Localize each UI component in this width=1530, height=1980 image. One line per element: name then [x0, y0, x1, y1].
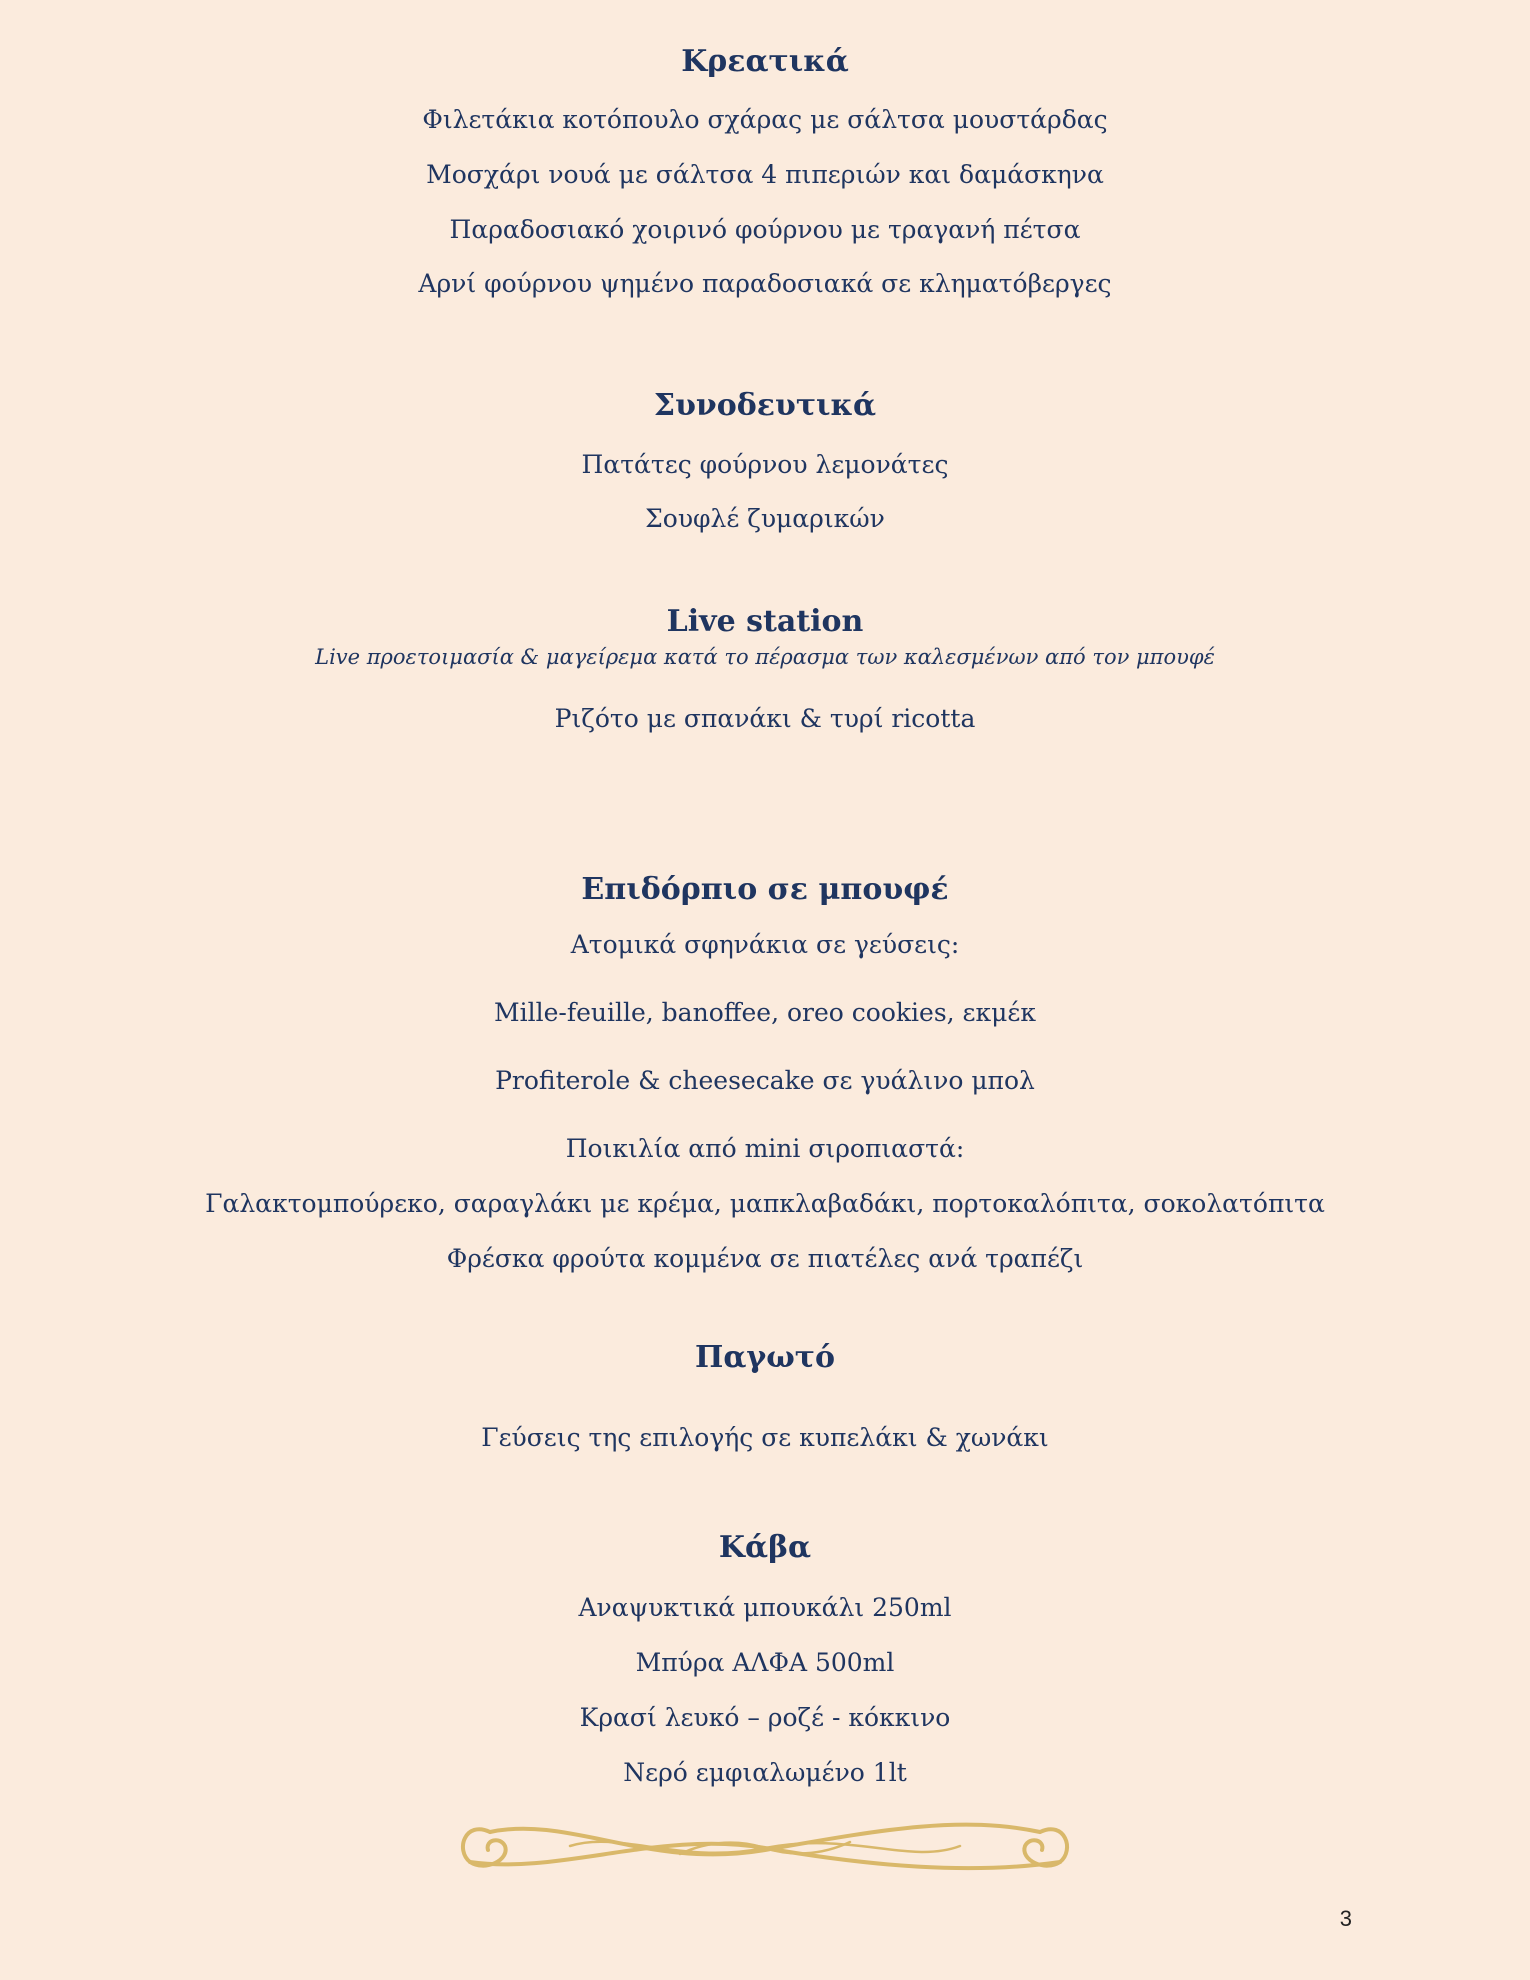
- menu-item: Αρνί φούρνου ψημένο παραδοσιακά σε κληματόβεργες: [418, 269, 1112, 298]
- page-number: 3: [1339, 1906, 1352, 1931]
- menu-item: Νερό εμφιαλωμένο 1lt: [623, 1758, 907, 1787]
- menu-item: Κρασί λευκό – ροζέ - κόκκινο: [579, 1703, 951, 1732]
- menu-item: Παραδοσιακό χοιρινό φούρνου με τραγανή πέτσα: [449, 215, 1081, 244]
- menu-item: Ποικιλία από mini σιροπιαστά:: [565, 1134, 965, 1163]
- menu-item: Γαλακτομπούρεκο, σαραγλάκι με κρέμα, μαπκλαβαδάκι, πορτοκαλόπιτα, σοκολατόπιτα: [205, 1189, 1325, 1218]
- menu-item: Μοσχάρι νουά με σάλτσα 4 πιπεριών και δαμάσκηνα: [426, 160, 1104, 189]
- section-title-drinks: Κάβα: [718, 1530, 812, 1565]
- menu-item: Γεύσεις της επιλογής σε κυπελάκι & χωνάκι: [481, 1423, 1049, 1452]
- menu-item: Profiterole & cheesecake σε γυάλινο μπολ: [495, 1066, 1035, 1095]
- section-title-meats: Κρεατικά: [681, 44, 849, 79]
- menu-item: Πατάτες φούρνου λεμονάτες: [581, 450, 949, 479]
- menu-item: Αναψυκτικά μπουκάλι 250ml: [578, 1593, 952, 1622]
- menu-item: Ριζότο με σπανάκι & τυρί ricotta: [554, 704, 976, 733]
- menu-item: Φιλετάκια κοτόπουλο σχάρας με σάλτσα μουστάρδας: [422, 105, 1108, 134]
- menu-item: Ατομικά σφηνάκια σε γεύσεις:: [570, 930, 960, 959]
- menu-item: Σουφλέ ζυμαρικών: [645, 504, 885, 533]
- section-title-ice-cream: Παγωτό: [695, 1340, 835, 1375]
- menu-item: Mille-feuille, banoffee, oreo cookies, εκμέκ: [494, 998, 1036, 1027]
- live-station-note: Live προετοιμασία & μαγείρεμα κατά το πέρασμα των καλεσμένων από τον μπουφέ: [315, 645, 1215, 669]
- section-title-dessert: Επιδόρπιο σε μπουφέ: [581, 872, 949, 907]
- section-title-sides: Συνοδευτικά: [653, 388, 877, 423]
- flourish-divider-icon: [450, 1810, 1080, 1880]
- menu-item: Μπύρα ΑΛΦΑ 500ml: [635, 1648, 895, 1677]
- section-title-live-station: Live station: [666, 604, 864, 639]
- menu-item: Φρέσκα φρούτα κομμένα σε πιατέλες ανά τραπέζι: [446, 1244, 1084, 1273]
